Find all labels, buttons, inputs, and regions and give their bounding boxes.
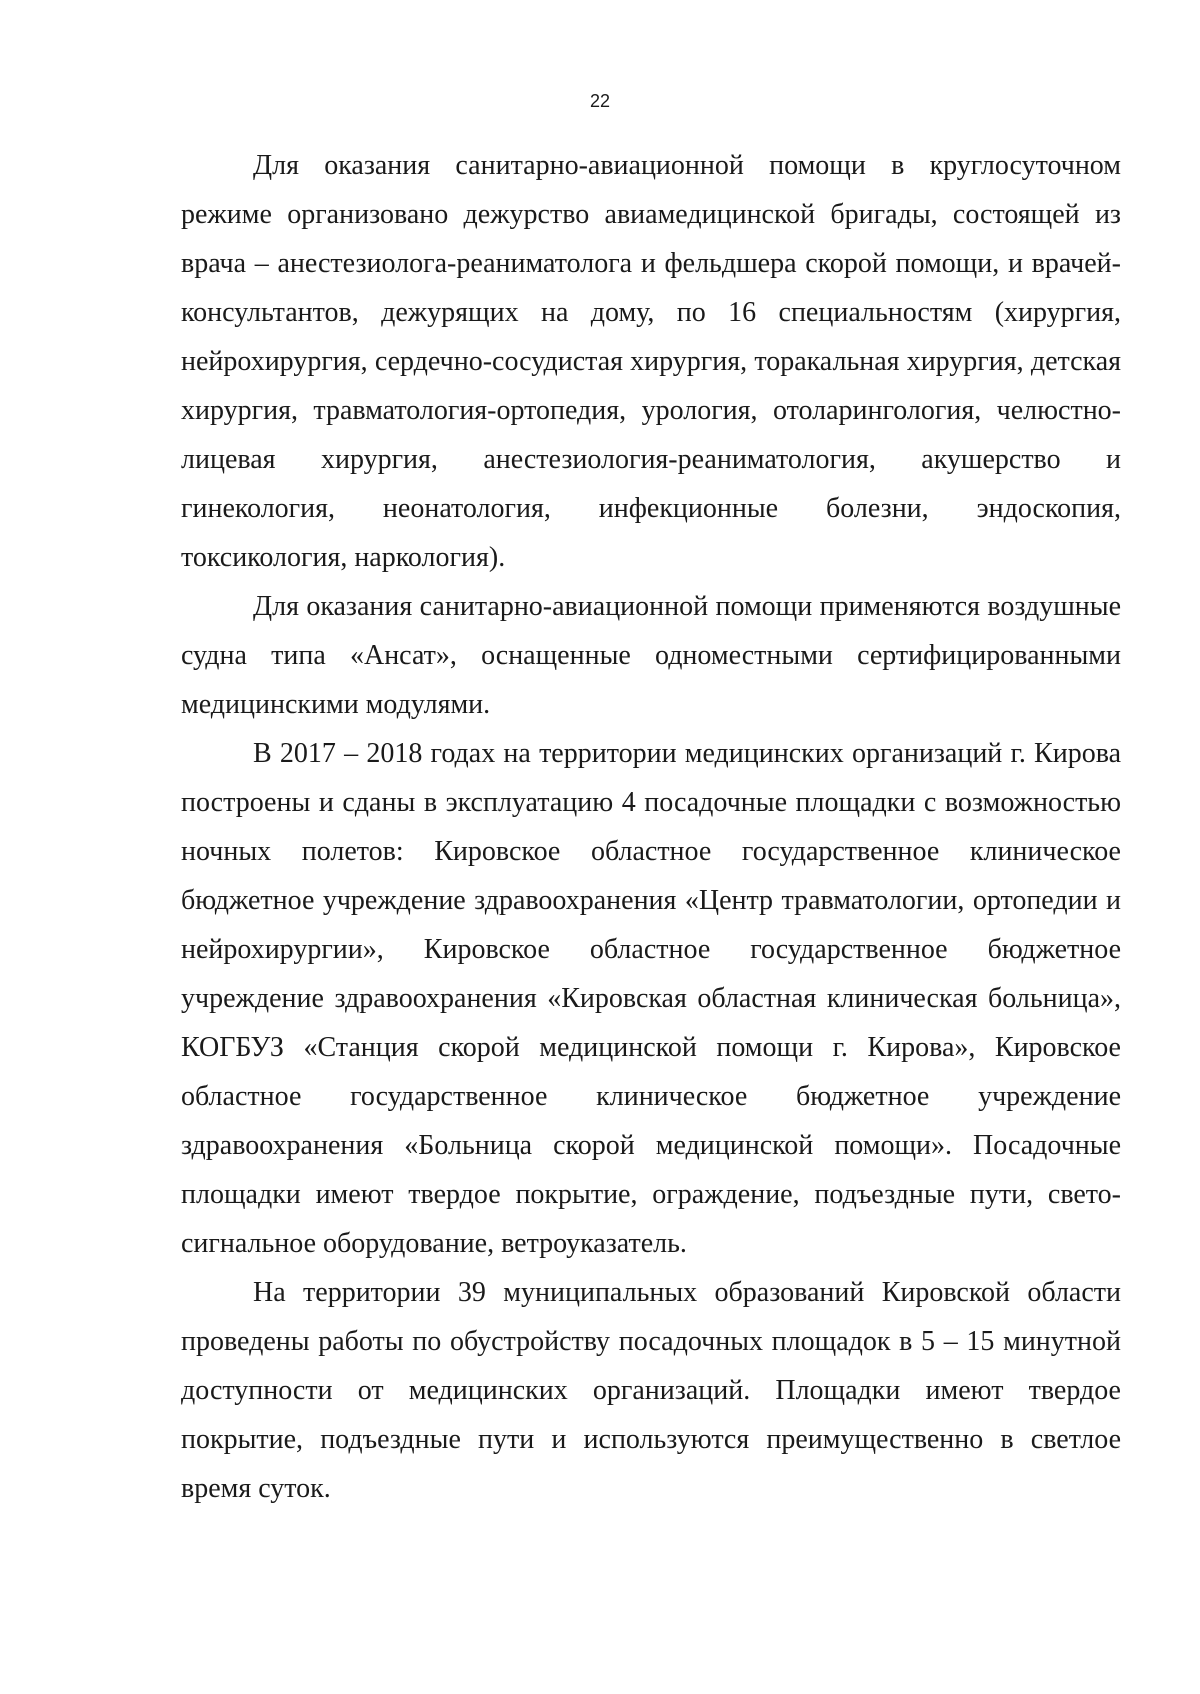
- page-number: 22: [589, 91, 611, 111]
- paragraph-aircraft: Для оказания санитарно-авиационной помощи применяются воздушные судна типа «Ансат», оснащенные одноместными сертифицированными медицинскими модулями.: [181, 591, 1121, 720]
- paragraph-air-ambulance-team: Для оказания санитарно-авиационной помощи в круглосуточном режиме организовано дежурство авиамедицинской бригады, состоящей из врача – анестезиолога-реаниматолога и фельдшера скорой помощи, и врачей-консультантов, дежурящих на дому, по 16 специальностям (хирургия, нейрохирургия, сердечно-сосудистая хирургия, торакальная хирургия, детская хирургия, травматология-ортопедия, урология, отоларингология, челюстно-лицевая хирургия, анестезиология-реаниматология, акушерство и гинекология, неонатология, инфекционные болезни, эндоскопия, токсикология, наркология).: [181, 150, 1121, 573]
- document-body: [181, 141, 1121, 1513]
- paragraph-landing-sites-kirov: В 2017 – 2018 годах на территории медицинских организаций г. Кирова построены и сданы в эксплуатацию 4 посадочные площадки с возможностью ночных полетов: Кировское областное государственное клиническое бюджетное учреждение здравоохранения «Центр травматологии, ортопедии и нейрохирургии», Кировское областное государственное бюджетное учреждение здравоохранения «Кировская областная клиническая больница», КОГБУЗ «Станция скорой медицинской помощи г. Кирова», Кировское областное государственное клиническое бюджетное учреждение здравоохранения «Больница скорой медицинской помощи». Посадочные площадки имеют твердое покрытие, ограждение, подъездные пути, свето-сигнальное оборудование, ветроуказатель.: [181, 738, 1121, 1259]
- paragraph-municipal-landing-sites: На территории 39 муниципальных образований Кировской области проведены работы по обустройству посадочных площадок в 5 – 15 минутной доступности от медицинских организаций. Площадки имеют твердое покрытие, подъездные пути и используются преимущественно в светлое время суток.: [181, 1277, 1121, 1504]
